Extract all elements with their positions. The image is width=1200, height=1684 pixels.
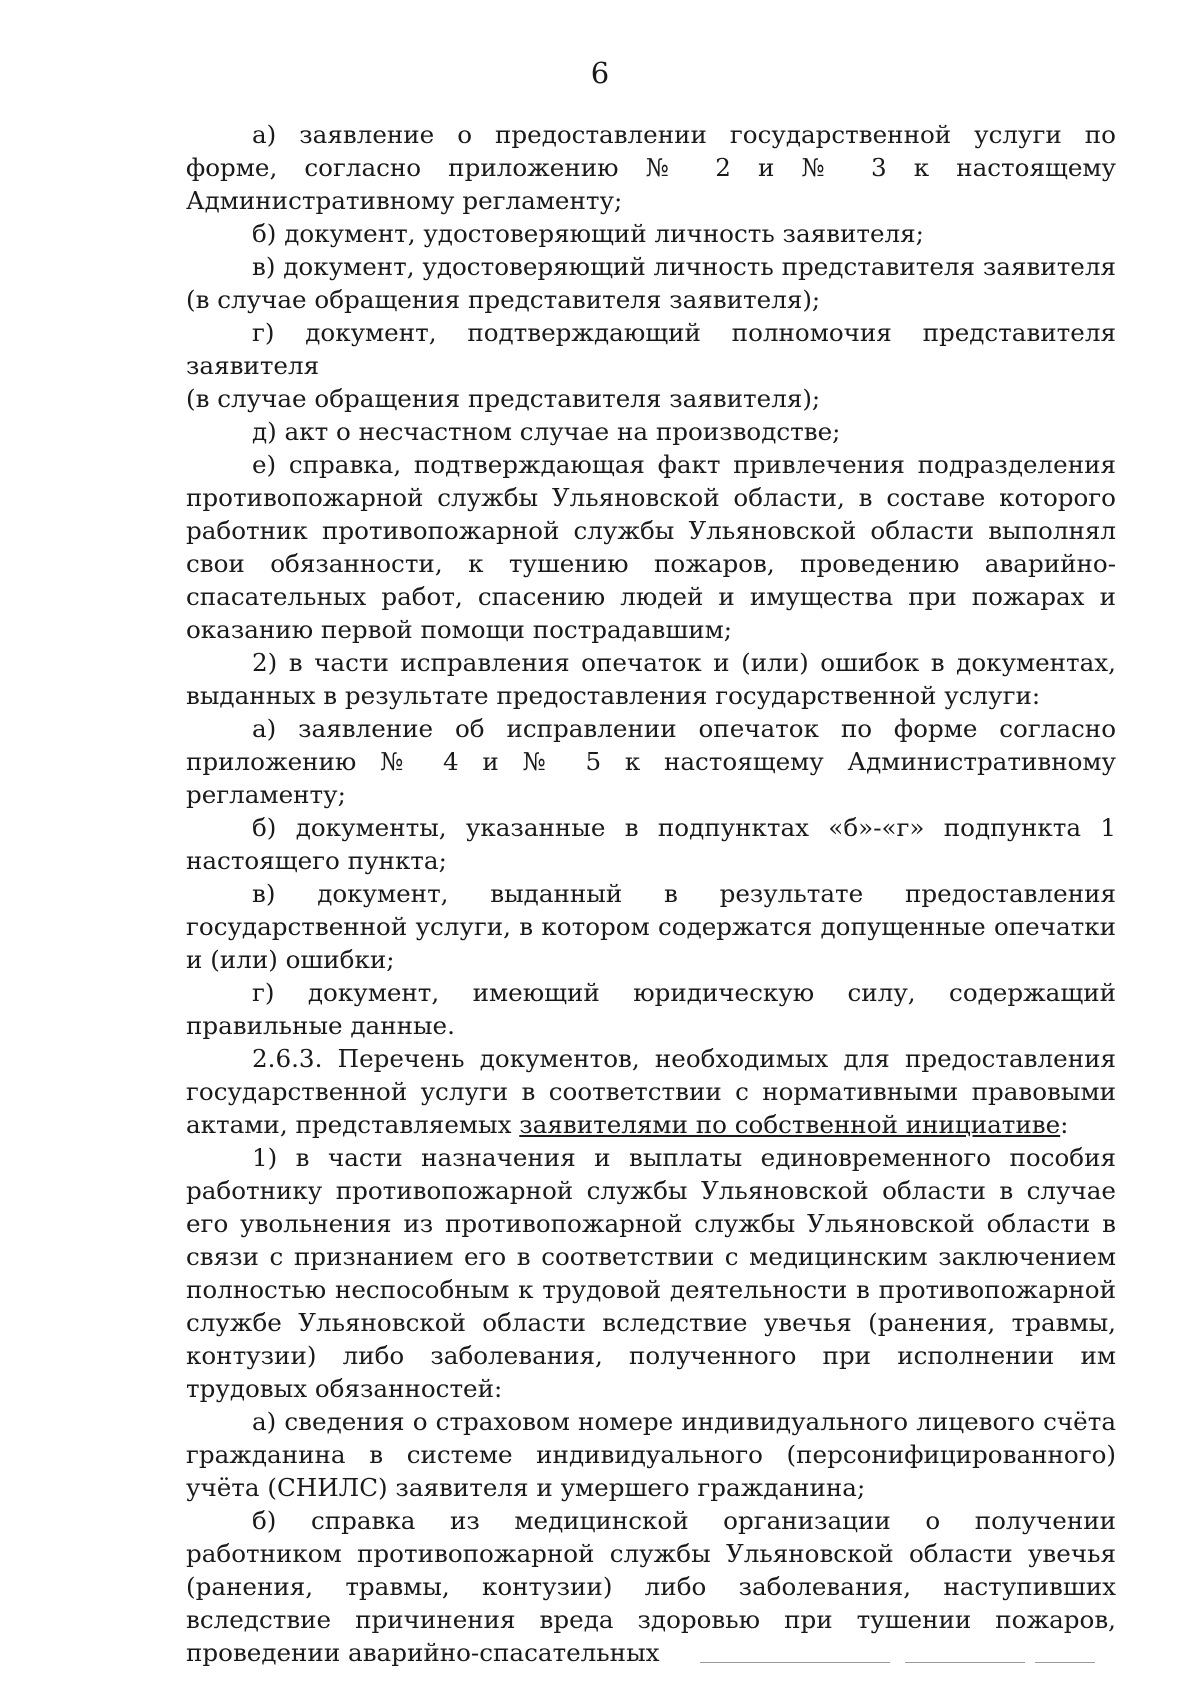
item-2g-valid-document: г) документ, имеющий юридическую силу, содержащий правильные данные.	[186, 978, 1116, 1040]
item-d-accident-act: д) акт о несчастном случае на производстве;	[252, 417, 841, 446]
item-2v-issued-document: в) документ, выданный в результате предоставления государственной услуги, в котором содержатся допущенные опечатки и (или) ошибки;	[186, 879, 1116, 974]
item-1b-medical-certificate: б) справка из медицинской организации о получении работником противопожарной службы Ульяновской области увечья (ранения, травмы, контузии) либо заболевания, наступивших вследствие причинения вреда здоровью при тушении пожаров, проведении аварийно-спасательных	[186, 1506, 1116, 1667]
page-number: 6	[590, 56, 610, 90]
scan-artifact-line	[700, 1662, 890, 1663]
item-e-certificate: е) справка, подтверждающая факт привлечения подразделения противопожарной службы Ульяновской области, в составе которого работник противопожарной службы Ульяновской области выполнял свои обязанности, к тушению пожаров, проведению аварийно-спасательных работ, спасению людей и имущества при пожарах и оказанию первой помощи пострадавшим;	[186, 450, 1116, 644]
document-body	[186, 118, 1116, 1669]
section-2-6-3-colon: :	[1060, 1110, 1069, 1139]
scan-artifact-line	[905, 1662, 1025, 1663]
section-2-6-3-underlined: заявителями по собственной инициативе	[519, 1110, 1061, 1139]
item-2-corrections: 2) в части исправления опечаток и (или) ошибок в документах, выданных в результате предоставления государственной услуги:	[186, 648, 1116, 710]
scan-artifact-line	[1035, 1662, 1095, 1663]
section-2-6-3-text: 2.6.3. Перечень документов, необходимых для предоставления государственной услуги в соответствии с нормативными правовыми актами, представляемых	[186, 1044, 1116, 1139]
item-g-continuation: (в случае обращения представителя заявителя);	[186, 384, 821, 413]
item-2a-correction-application: а) заявление об исправлении опечаток по форме согласно приложению № 4 и № 5 к настоящему Административному регламенту;	[186, 714, 1116, 809]
item-a-application: а) заявление о предоставлении государственной услуги по форме, согласно приложению № 2 и № 3 к настоящему Административному регламенту;	[186, 120, 1116, 215]
item-1-lump-sum-benefit: 1) в части назначения и выплаты единовременного пособия работнику противопожарной службы Ульяновской области в случае его увольнения из противопожарной службы Ульяновской области в связи с признанием его в соответствии с медицинским заключением полностью неспособным к трудовой деятельности в противопожарной службе Ульяновской области вследствие увечья (ранения, травмы, контузии) либо заболевания, полученного при исполнении им трудовых обязанностей:	[186, 1143, 1116, 1403]
item-1a-snils: а) сведения о страховом номере индивидуального лицевого счёта гражданина в системе индивидуального (персонифицированного) учёта (СНИЛС) заявителя и умершего гражданина;	[186, 1407, 1116, 1502]
item-v-representative-identity: в) документ, удостоверяющий личность представителя заявителя (в случае обращения представителя заявителя);	[186, 252, 1116, 314]
item-2b-documents: б) документы, указанные в подпунктах «б»-«г» подпункта 1 настоящего пункта;	[186, 813, 1116, 875]
item-b-identity-document: б) документ, удостоверяющий личность заявителя;	[252, 219, 924, 248]
item-g-representative-authority: г) документ, подтверждающий полномочия представителя заявителя	[186, 318, 1116, 380]
section-2-6-3	[186, 1042, 1116, 1141]
